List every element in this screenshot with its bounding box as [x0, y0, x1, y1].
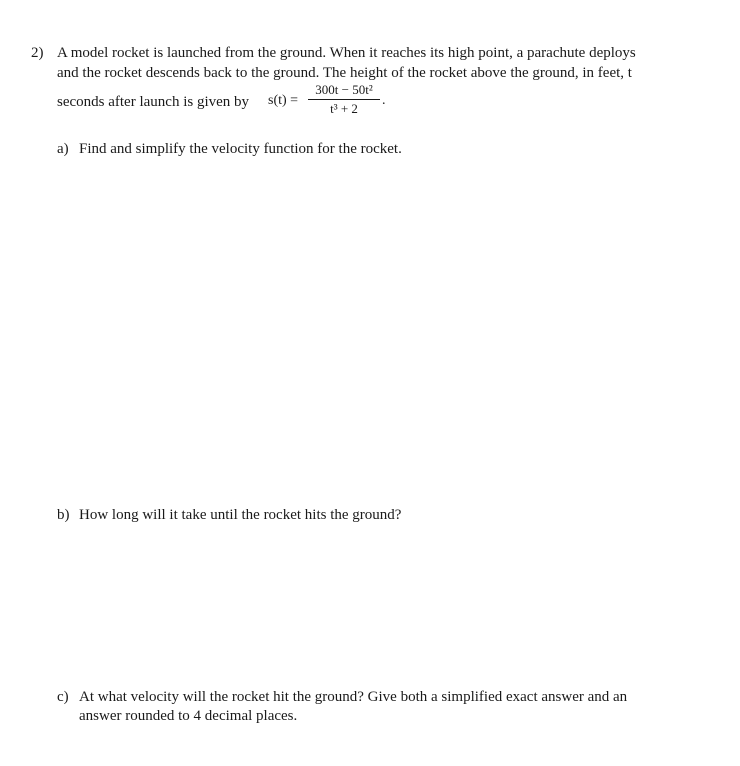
part-a-label: a): [57, 141, 69, 157]
formula-denominator: t³ + 2: [330, 101, 358, 116]
problem-number: 2): [31, 45, 44, 61]
formula-numerator: 300t − 50t²: [315, 82, 373, 97]
part-a-question: Find and simplify the velocity function for the rocket.: [79, 141, 402, 157]
part-c-question-line-1: At what velocity will the rocket hit the ground? Give both a simplified exact answer and an: [79, 689, 628, 705]
problem-text-line-3: seconds after launch is given by: [57, 94, 250, 110]
formula-lhs: s(t) =: [268, 93, 299, 108]
formula-fraction: [308, 82, 380, 116]
part-c-label: c): [57, 689, 69, 705]
problem-text-line-2: and the rocket descends back to the ground. The height of the rocket above the ground, in feet, t: [57, 65, 632, 81]
part-b-question: How long will it take until the rocket hits the ground?: [79, 507, 402, 523]
part-c-question-line-2: answer rounded to 4 decimal places.: [79, 708, 298, 724]
fraction-bar: [308, 99, 380, 100]
formula-period: .: [382, 93, 386, 108]
problem-text-line-1: A model rocket is launched from the ground. When it reaches its high point, a parachute deploys: [57, 45, 636, 61]
part-b-label: b): [57, 507, 70, 523]
